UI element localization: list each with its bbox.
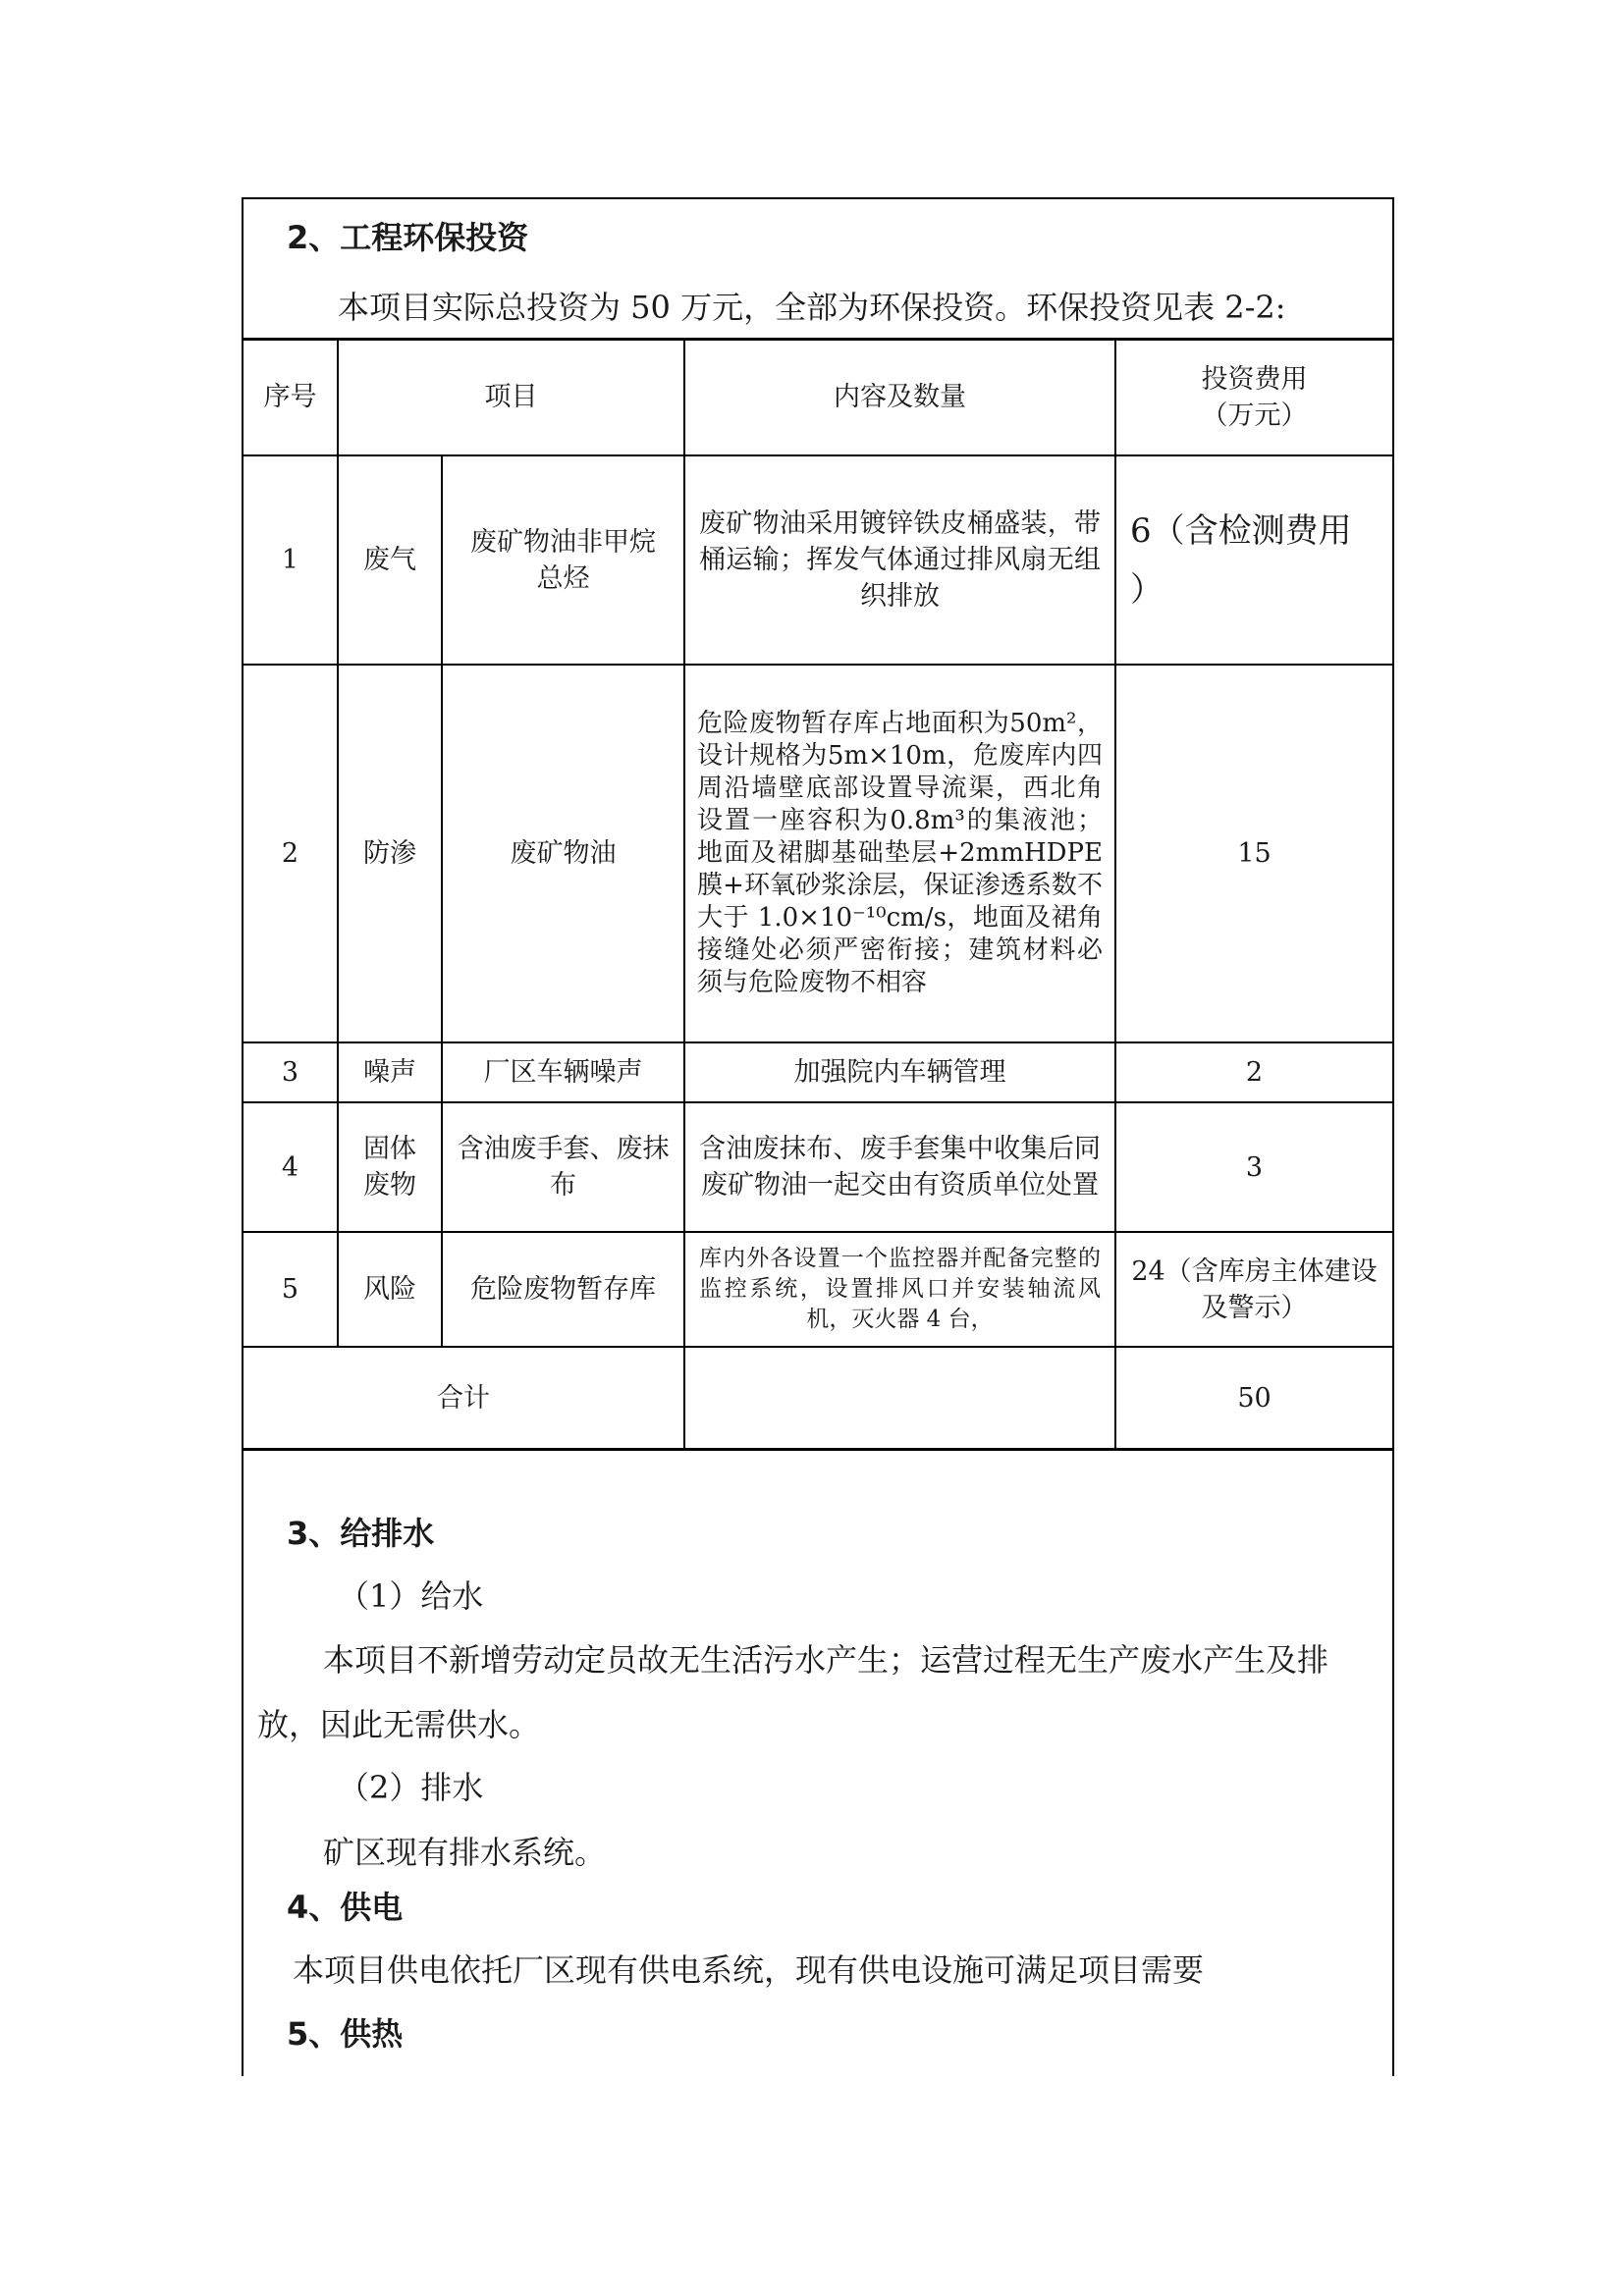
section-4-heading: 4、供电 [287,1889,404,1926]
row-5-content: 库内外各设置一个监控器并配备完整的监控系统，设置排风口并安装轴流风机，灭火器 4 台， [699,1246,1101,1332]
row-4-item: 含油废手套、废抹布 [457,1134,670,1201]
table-bottom-rule [242,1448,1394,1451]
row-2-item: 废矿物油 [510,838,617,869]
row-1-content: 废矿物油采用镀锌铁皮桶盛装，带桶运输；挥发气体通过排风扇无组织排放 [699,508,1101,612]
row-3-content: 加强院内车辆管理 [793,1057,1006,1088]
row-3-item: 厂区车辆噪声 [483,1057,643,1088]
section-3-sub1-text-line2: 放，因此无需供水。 [257,1706,541,1743]
section-3-sub2: （2）排水 [338,1769,484,1806]
row-3-cost: 2 [1245,1057,1264,1088]
section-3-sub1: （1）给水 [338,1577,484,1615]
total-label: 合计 [437,1382,490,1414]
row-4-category: 固体废物 [363,1134,416,1201]
row-2-category: 防渗 [363,838,416,869]
row-5-item: 危险废物暂存库 [470,1274,656,1305]
row-2-cost: 15 [1237,838,1272,869]
header-cost: 投资费用（万元） [1201,363,1308,431]
section-4-text: 本项目供电依托厂区现有供电系统，现有供电设施可满足项目需要 [293,1951,1205,1989]
row-4-no: 4 [281,1151,299,1183]
row-4-cost: 3 [1245,1151,1264,1183]
header-no: 序号 [263,382,317,412]
header-content: 内容及数量 [834,382,966,412]
header-item: 项目 [484,382,538,412]
section-3-sub1-text-line1: 本项目不新增劳动定员故无生活污水产生；运营过程无生产废水产生及排 [323,1641,1329,1679]
section-3-heading: 3、给排水 [287,1515,435,1552]
row-5-cost: 24（含库房主体建设及警示） [1131,1255,1378,1323]
row-5-category: 风险 [363,1274,416,1305]
section-5-heading: 5、供热 [287,2015,404,2053]
section-3-sub2-text: 矿区现有排水系统。 [323,1834,607,1871]
row-1-item: 废矿物油非甲烷总烃 [470,526,656,594]
section-2-intro: 本项目实际总投资为 50 万元，全部为环保投资。环保投资见表 2-2: [338,289,1286,326]
section-2-heading: 2、工程环保投资 [287,219,529,256]
total-cost: 50 [1237,1382,1272,1414]
row-1-category: 废气 [363,545,416,575]
row-1-cost: 6（含检测费用 ） [1130,510,1352,610]
row-1-no: 1 [281,545,299,575]
row-2-content: 危险废物暂存库占地面积为50m²，设计规格为5m×10m，危废库内四周沿墙壁底部设置导流渠，西北角设置一座容积为0.8m³的集液池；地面及裙脚基础垫层+2mmHDPE 膜+环氧砂浆涂层，保证渗透系数不大于 1.0×10⁻¹⁰cm/s，地面及裙角接缝处必须严密衔接；建筑材料必须与危险废物不相容 [697,709,1103,997]
total-content [685,1348,1114,1448]
row-5-no: 5 [281,1274,299,1305]
row-3-category: 噪声 [363,1057,416,1088]
row-2-no: 2 [281,838,299,869]
row-4-content: 含油废抹布、废手套集中收集后同废矿物油一起交由有资质单位处置 [699,1134,1101,1201]
row-3-no: 3 [281,1057,299,1088]
